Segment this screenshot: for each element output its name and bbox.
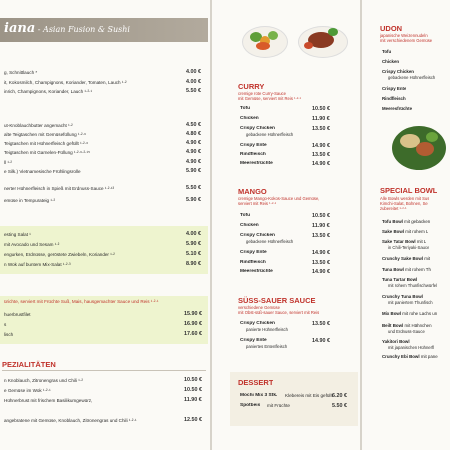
main-price: 17.60 € xyxy=(184,331,202,337)
mango-subtitle: serviert mit Reis ¹·²·¹ xyxy=(238,201,277,206)
udon-note: gebackene Hühnerfleisch xyxy=(388,75,436,80)
starter-price: 4.80 € xyxy=(186,131,201,137)
dessert-note: mit Früchte xyxy=(267,403,290,408)
soup-line: it, Kokosmilch, Champignons, Koriander, Tomaten, Lauch ¹·² xyxy=(4,80,127,85)
starter-line: ll ¹·² xyxy=(4,160,12,165)
soup-price: 4.00 € xyxy=(186,69,201,75)
menu-price: 13.50 € xyxy=(312,321,330,327)
bowl-item: Sake Bowl mit rohem L xyxy=(382,229,429,234)
main-line: s xyxy=(4,322,7,327)
menu-item: Meeresfrüchte xyxy=(240,269,273,274)
item-note: gebackene Hühnerfleisch xyxy=(246,132,294,137)
main-line: lisch xyxy=(4,332,14,337)
dessert-price: 6.20 € xyxy=(332,393,347,399)
menu-price: 14.90 € xyxy=(312,143,330,149)
specials-header: PEZIALITÄTEN xyxy=(2,360,56,369)
starter-price: 4.90 € xyxy=(186,140,201,146)
starter-line: Teigtaschen mit Garnelen-Füllung ¹·²·⁶·²·¹⁵ xyxy=(4,150,90,155)
bowl-item: Crunchy Tuna Bowl xyxy=(382,294,423,299)
item-note: gebackene Hühnerfleisch xyxy=(246,239,294,244)
dessert-item: Mochi Mix 3 Stk. xyxy=(240,393,278,398)
menu-item: Crispy Chicken xyxy=(240,321,275,326)
special-line: e Gemüse im Wok ¹·²·¹ xyxy=(4,388,51,393)
salad-price: 8.90 € xyxy=(186,261,201,267)
restaurant-banner xyxy=(0,18,208,42)
sweetsour-subtitle: mit Obst-süß-sauer Sauce, serviert mit Reis xyxy=(238,310,320,315)
item-note: paniertes Entenfleisch xyxy=(246,344,288,349)
divider xyxy=(2,370,206,371)
dessert-price: 5.50 € xyxy=(332,403,347,409)
bowl-note: mit japanischen Hühnerfl xyxy=(388,345,435,350)
salad-line: n Wok auf buntem Mix-Salat ¹·²·³ xyxy=(4,262,71,267)
udon-item: Tofu xyxy=(382,49,392,54)
bowl-note: mit paniertem Thunfisch xyxy=(388,300,433,305)
bowl-item: Crunchy Sake Bowl mit xyxy=(382,256,431,261)
bowl-item: Tofu Bowl mit gebacken xyxy=(382,219,431,224)
menu-item: Tofu xyxy=(240,106,251,111)
menu-item: Crispy Chicken xyxy=(240,233,275,238)
salad-dish-photo xyxy=(242,22,286,58)
bowl-item: Crunchy Ebi Bowl mit pane xyxy=(382,354,438,359)
special-price: 10.50 € xyxy=(184,377,202,383)
dessert-item: Spotbeis xyxy=(240,403,261,408)
menu-price: 14.90 € xyxy=(312,161,330,167)
bowl-subtitle: zubereitet ¹·²·¹ xyxy=(380,206,407,211)
special-price: 11.90 € xyxy=(184,397,202,403)
soup-line: inrich, Champignons, Koriander, Lauch ¹·²·¹ xyxy=(4,89,93,94)
salad-price: 5.90 € xyxy=(186,241,201,247)
restaurant-name: iana - Asian Fusion & Sushi xyxy=(4,21,130,36)
udon-subtitle: mit verschiedenem Gemüse xyxy=(380,38,433,43)
curry-subtitle: cremige rote Curry-Sauce xyxy=(238,91,286,96)
starter-line: alte Teigtaschen mit Gemüsefüllung ¹·²·⁶ xyxy=(4,132,86,137)
menu-price: 11.90 € xyxy=(312,116,330,122)
menu-price: 11.90 € xyxy=(312,223,330,229)
menu-price: 14.90 € xyxy=(312,338,330,344)
starter-price: 4.90 € xyxy=(186,159,201,165)
bowl-note: und Erdnuss-Sauce xyxy=(388,329,425,334)
curry-subtitle: mit Gemüse, serviert mit Reis ¹·²·¹ xyxy=(238,96,302,101)
menu-item: Rindfleisch xyxy=(240,260,266,265)
udon-bowl-photo xyxy=(386,124,448,170)
soup-price: 5.50 € xyxy=(186,88,201,94)
starter-line: emüse in Tempurateig ¹·² xyxy=(4,198,55,203)
udon-subtitle: japanische Weizennudeln xyxy=(380,33,428,38)
menu-price: 14.90 € xyxy=(312,250,330,256)
mango-header: MANGO xyxy=(238,187,267,196)
salad-line: esting Salat ¹ xyxy=(4,232,31,237)
mango-subtitle: cremige Mango-Kokos-Sauce und Gemüse, xyxy=(238,196,320,201)
middle-page xyxy=(212,0,360,450)
curry-header: CURRY xyxy=(238,82,265,91)
bowl-item: Sake Tatar Bowl mit L xyxy=(382,239,427,244)
bowl-item: Tuna Bowl mit rohem Th xyxy=(382,267,431,272)
menu-item: Crispy Chicken xyxy=(240,126,275,131)
bowl-note: in Chili-Teriyaki-Sauce xyxy=(388,245,430,250)
special-price: 10.50 € xyxy=(184,387,202,393)
salad-line: engurken, Erdnüsse, geröstete Zwiebeln, Koriander ¹·² xyxy=(4,252,115,257)
menu-item: Crispy Ente xyxy=(240,250,267,255)
menu-price: 13.50 € xyxy=(312,126,330,132)
bowl-item: Yakitori Bowl xyxy=(382,339,410,344)
starter-price: 4.50 € xyxy=(186,122,201,128)
bowl-item: Beilt Bowl mit Hähnchen xyxy=(382,323,432,328)
bowl-item: Mix Bowl mit rohe Lachs un xyxy=(382,311,438,316)
starter-line: e Silk.) Vietnamesische Frühlingsrolle xyxy=(4,169,81,174)
starter-line: Teigtaschen mit Hühnerfleisch gefüllt ¹·²·⁶ xyxy=(4,141,89,146)
menu-item: Crispy Ente xyxy=(240,338,267,343)
special-price: 12.50 € xyxy=(184,417,202,423)
right-page xyxy=(362,0,450,450)
bowl-subtitle: Kimchi-Salat, Bohnen, Se xyxy=(380,201,428,206)
menu-price: 13.50 € xyxy=(312,152,330,158)
menu-item: Rindfleisch xyxy=(240,152,266,157)
main-price: 16.90 € xyxy=(184,321,202,327)
menu-price: 10.50 € xyxy=(312,106,330,112)
starter-line: ut-Knoblauchbutter angemacht ¹·² xyxy=(4,123,73,128)
menu-price: 13.50 € xyxy=(312,233,330,239)
beef-dish-photo xyxy=(298,20,346,60)
starter-price: 5.90 € xyxy=(186,197,201,203)
udon-item: Crispy Chicken xyxy=(382,69,414,74)
dessert-note: Klebereis mit Eis gefüllt xyxy=(285,393,333,398)
bowl-subtitle: Alle Bowls werden mit Sus xyxy=(380,196,430,201)
special-line: n Knoblauch, Zitronengras und Chili ¹·² xyxy=(4,378,83,383)
menu-item: Tofu xyxy=(240,213,251,218)
dessert-header: DESSERT xyxy=(238,378,274,387)
menu-item: Crispy Ente xyxy=(240,143,267,148)
udon-item: Chicken xyxy=(382,59,400,64)
menu-price: 14.90 € xyxy=(312,269,330,275)
special-line: Hühnerbrust mit frischem Basilikumgewürz, xyxy=(4,398,93,403)
soup-price: 4.00 € xyxy=(186,79,201,85)
item-note: panierte Hühnerfleisch xyxy=(246,327,288,332)
menu-item: Chicken xyxy=(240,116,259,121)
bowl-note: mit rohem Thunfischwürfel xyxy=(388,283,438,288)
bowl-item: Tuna Tartar Bowl xyxy=(382,277,418,282)
starter-price: 5.50 € xyxy=(186,185,201,191)
mains-intro: ürichte, serviert mit Früchte Suß, Mais, hausgemachter Sauce und Reis ¹·²·¹ xyxy=(4,299,159,304)
main-price: 15.90 € xyxy=(184,311,202,317)
sweetsour-subtitle: verschiedene Gemüse xyxy=(238,305,280,310)
left-page xyxy=(0,0,210,450)
udon-item: Crispy Ente xyxy=(382,86,407,91)
special-line: angebratene mit Gemüse, Knoblauch, Zitronengras und Chili ¹·²·¹ xyxy=(4,418,137,423)
salad-line: mit Avocado und Sesam ¹·² xyxy=(4,242,60,247)
starter-price: 4.90 € xyxy=(186,149,201,155)
menu-item: Meeresfrüchte xyxy=(240,161,273,166)
udon-item: Rindfleisch xyxy=(382,96,406,101)
salad-price: 5.10 € xyxy=(186,251,201,257)
soup-line: g, Schnittlauch * xyxy=(4,70,38,75)
main-line: huerbrustfilet xyxy=(4,312,31,317)
starter-price: 5.90 € xyxy=(186,168,201,174)
udon-item: Meeresfrüchte xyxy=(382,106,413,111)
sweetsour-header: SÜSS-SAUER SAUCE xyxy=(238,296,316,305)
menu-item: Chicken xyxy=(240,223,259,228)
salad-price: 4.00 € xyxy=(186,231,201,237)
starter-line: nerter Hühnerfleisch in Spieß mit Erdnuss-Sauce ¹·²·¹³ xyxy=(4,186,115,191)
udon-header: UDON xyxy=(380,24,403,33)
menu-price: 13.50 € xyxy=(312,260,330,266)
bowl-header: SPECIAL BOWL xyxy=(380,186,438,195)
menu-price: 10.50 € xyxy=(312,213,330,219)
